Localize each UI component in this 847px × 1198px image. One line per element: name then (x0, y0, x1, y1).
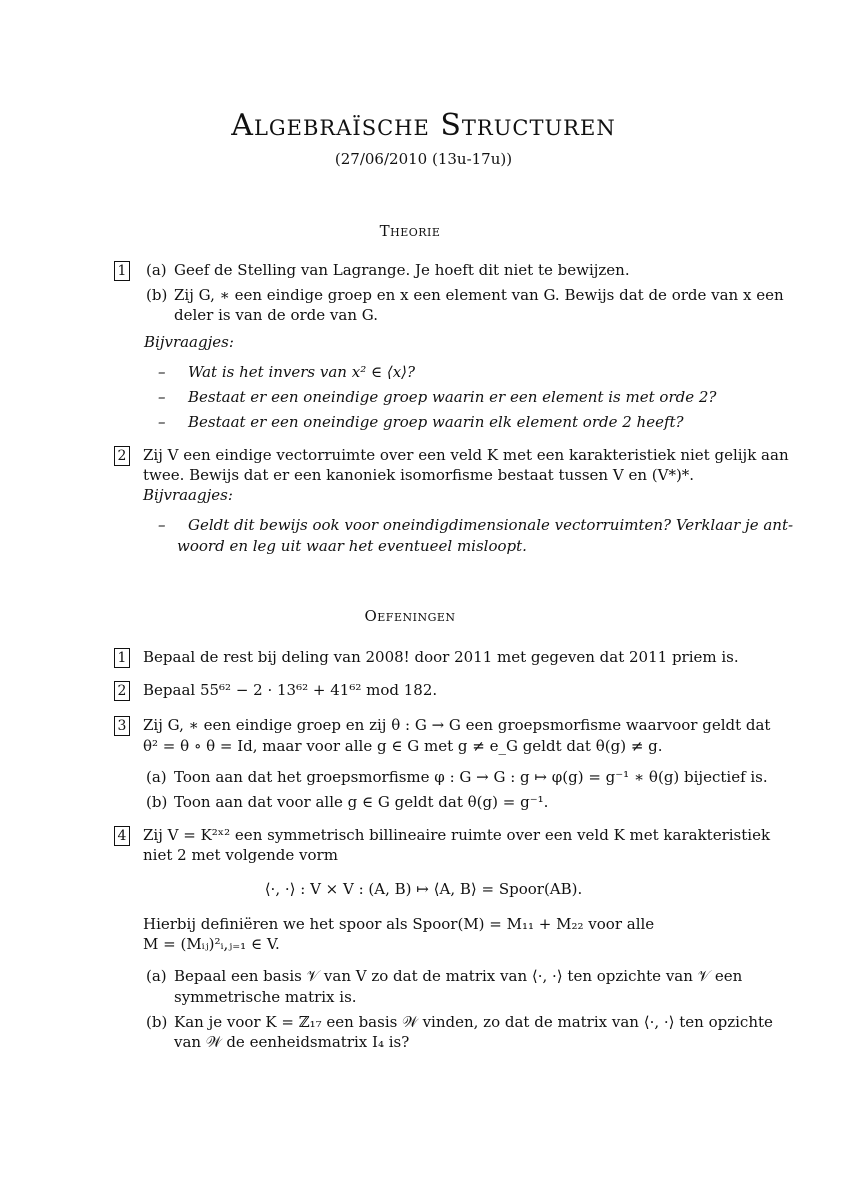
bijvraag-item: – Geldt dit bewijs ook voor oneindigdimensionale vectorruimten? Verklaar je ant- (158, 516, 794, 534)
question-text: Zij V een eindige vectorruimte over een veld K met een karakteristiek niet gelijk aan (143, 446, 789, 464)
part-text-continued: symmetrische matrix is. (174, 988, 357, 1006)
question-part (146, 767, 768, 788)
part-text-continued: deler is van de orde van G. (174, 306, 378, 324)
exam-date: (27/06/2010 (13u-17u)) (334, 150, 513, 168)
question-text-continued: M = (Mᵢⱼ)²ᵢ,ⱼ₌₁ ∈ V. (143, 935, 280, 953)
question-part (146, 285, 784, 306)
question-part (146, 792, 548, 813)
question-number: 1 (114, 261, 130, 281)
question-number: 1 (114, 648, 130, 668)
question-part (146, 966, 742, 987)
bijvraag-text: Geldt dit bewijs ook voor oneindigdimensionale vectorruimten? Verklaar je ant- (188, 516, 794, 534)
part-text: Toon aan dat het groepsmorfisme φ : G → G : g ↦ φ(g) = g⁻¹ ∗ θ(g) bijectief is. (174, 768, 768, 786)
part-label: (a) (146, 768, 167, 786)
part-text-continued: van 𝒲 de eenheidsmatrix I₄ is? (174, 1033, 410, 1051)
bijvraag-text: Bestaat er een oneindige groep waarin er een element is met orde 2? (188, 388, 717, 406)
question-text-continued: θ² = θ ∘ θ = Id, maar voor alle g ∈ G met g ≠ e_G geldt dat θ(g) ≠ g. (143, 737, 663, 755)
bijvraag-text: Wat is het invers van x² ∈ ⟨x⟩? (188, 363, 416, 381)
part-label: (b) (146, 793, 168, 811)
section-heading-theorie: Theorie (379, 222, 441, 240)
part-text: Geef de Stelling van Lagrange. Je hoeft dit niet te bewijzen. (174, 261, 630, 279)
question-text: Zij V = K²ˣ² een symmetrisch billineaire ruimte over een veld K met karakteristiek (143, 826, 771, 844)
question-number-box (114, 260, 130, 281)
question-part (146, 1012, 773, 1033)
part-label: (a) (146, 967, 167, 985)
question-number: 3 (114, 716, 130, 736)
question-part (146, 260, 630, 281)
question-number: 4 (114, 826, 130, 846)
question-number-box (114, 647, 130, 668)
part-label: (b) (146, 1013, 168, 1031)
question-text: Bepaal 55⁶² − 2 · 13⁶² + 41⁶² mod 182. (143, 681, 438, 699)
bijvraag-item: – Bestaat er een oneindige groep waarin elk element orde 2 heeft? (158, 413, 684, 431)
question-number: 2 (114, 681, 130, 701)
part-label: (a) (146, 261, 167, 279)
part-text: Toon aan dat voor alle g ∈ G geldt dat θ(g) = g⁻¹. (174, 793, 549, 811)
section-heading-oefeningen: Oefeningen (364, 607, 456, 625)
question-text: Zij G, ∗ een eindige groep en zij θ : G → G een groepsmorfisme waarvoor geldt dat (143, 716, 771, 734)
question-text: Bepaal de rest bij deling van 2008! door 2011 met gegeven dat 2011 priem is. (143, 648, 739, 666)
question-text-continued: niet 2 met volgende vorm (143, 846, 338, 864)
part-text: Kan je voor K = ℤ₁₇ een basis 𝒲 vinden, zo dat de matrix van ⟨·, ·⟩ ten opzichte (174, 1013, 773, 1031)
question-number-box (114, 715, 130, 736)
part-text: Zij G, ∗ een eindige groep en x een element van G. Bewijs dat de orde van x een (174, 286, 784, 304)
question-number-box (114, 825, 130, 846)
bijvraag-item: – Wat is het invers van x² ∈ ⟨x⟩? (158, 363, 416, 381)
bijvraag-text-continued: woord en leg uit waar het eventueel misloopt. (177, 537, 527, 555)
question-number: 2 (114, 446, 130, 466)
part-text: Bepaal een basis 𝒱 van V zo dat de matrix van ⟨·, ·⟩ ten opzichte van 𝒱 een (174, 967, 743, 985)
bijvraag-text: Bestaat er een oneindige groep waarin elk element orde 2 heeft? (188, 413, 684, 431)
question-text-continued: twee. Bewijs dat er een kanoniek isomorfisme bestaat tussen V en (V*)*. (143, 466, 695, 484)
display-formula: ⟨·, ·⟩ : V × V : (A, B) ↦ ⟨A, B⟩ = Spoor(AB). (264, 880, 583, 898)
bijvraagjes-label: Bijvraagjes: (144, 333, 234, 351)
bijvraag-item: – Bestaat er een oneindige groep waarin er een element is met orde 2? (158, 388, 717, 406)
bijvraagjes-label: Bijvraagjes: (143, 486, 233, 504)
question-number-box (114, 680, 130, 701)
part-label: (b) (146, 286, 168, 304)
page-title: Algebraïsche Structuren (231, 108, 616, 143)
question-number-box (114, 445, 130, 466)
question-text-continued: Hierbij definiëren we het spoor als Spoor(M) = M₁₁ + M₂₂ voor alle (143, 915, 655, 933)
